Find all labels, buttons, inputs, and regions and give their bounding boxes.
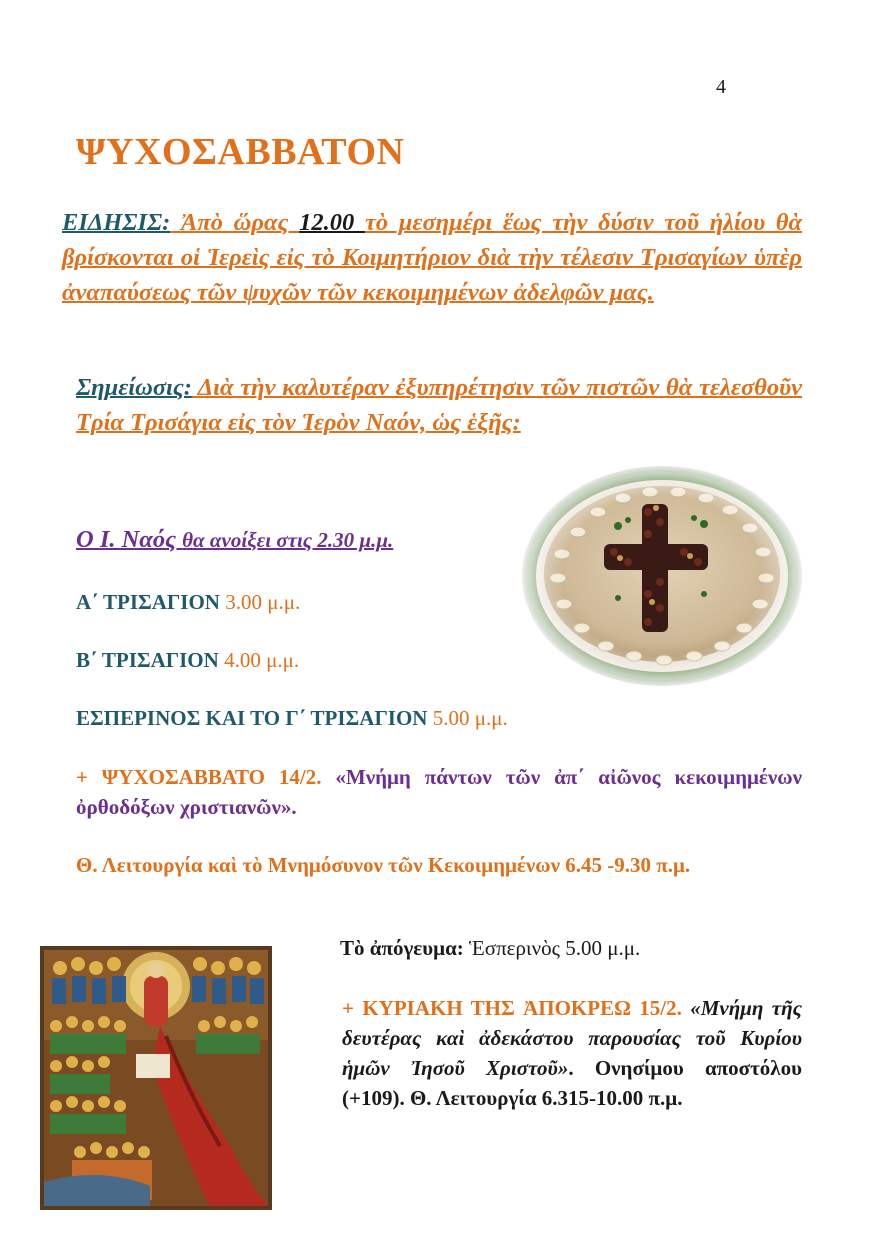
last-judgment-icon-image (40, 946, 272, 1210)
notice-text-a: Ἀπὸ ὥρας (170, 209, 300, 236)
schedule-item (76, 590, 300, 615)
page-title: ΨΥΧΟΣΑΒΒΑΤΟΝ (76, 131, 405, 173)
church-opening (76, 526, 393, 554)
note-label: Σημείωσις: (76, 374, 192, 401)
schedule-time: 4.00 μ.μ. (218, 648, 300, 672)
schedule-item (76, 706, 508, 731)
afternoon-line (340, 936, 640, 961)
liturgy-paragraph: Θ. Λειτουργία καὶ τὸ Μνημόσυνον τῶν Κεκοιμημένων 6.45 -9.30 π.μ. (76, 853, 691, 877)
schedule-name: Β΄ ΤΡΙΣΑΓΙΟΝ (76, 648, 219, 672)
schedule-time: 3.00 μ.μ. (219, 590, 301, 614)
notice-paragraph (62, 205, 802, 310)
afternoon-label: Τὸ ἀπόγευμα: (340, 936, 464, 960)
page-number: 4 (716, 76, 726, 98)
sunday-paragraph (342, 993, 802, 1113)
psychosabbato-text: «Μνήμη πάντων τῶν ἀπ΄ αἰῶνος κεκοιμημένων ὀρθοδόξων χριστιανῶν». (76, 765, 802, 819)
note-text: Διὰ τὴν καλυτέραν ἐξυπηρέτησιν τῶν πιστῶν θὰ τελεσθοῦν Τρία Τρισάγια εἰς τὸν Ἱερὸν Ναόν, ὡς ἑξῆς: (76, 374, 802, 436)
kollyva-cross-image (518, 462, 806, 690)
psychosabbato-heading: + ΨΥΧΟΣΑΒΒΑΤΟ 14/2. (76, 765, 322, 789)
notice-time: 12.00 (299, 209, 365, 236)
sunday-quote: «Μνήμη τῆς δευτέρας καὶ ἀδεκάστου παρουσίας τοῦ Κυρίου ἡμῶν Ἰησοῦ Χριστοῦ» (342, 996, 802, 1080)
sunday-rest: . Ονησίμου αποστόλου (+109). Θ. Λειτουργία 6.315-10.00 π.μ. (342, 1056, 802, 1110)
schedule-item (76, 648, 299, 673)
opening-part-a: Ο Ι. Ναός (76, 526, 183, 553)
psychosabbato-paragraph (76, 762, 802, 822)
schedule-time: 5.00 μ.μ. (427, 706, 508, 730)
schedule-name: Α΄ ΤΡΙΣΑΓΙΟΝ (76, 590, 220, 614)
note-paragraph (76, 370, 802, 440)
notice-label: ΕΙΔΗΣΙΣ: (62, 209, 171, 236)
notice-text-b: τὸ μεσημέρι ἕως τὴν δύσιν τοῦ ἡλίου θὰ βρίσκονται οἱ Ἱερεὶς εἰς τὸ Κοιμητήριον διὰ τὴν τέλεσιν Τρισαγίων ὑπὲρ ἀναπαύσεως τῶν ψυχῶν τῶν κεκοιμημένων ἀδελφῶν μας. (62, 209, 803, 306)
opening-part-b: θα ανοίξει στις 2.30 μ.μ. (182, 528, 394, 552)
schedule-name: ΕΣΠΕΡΙΝΟΣ ΚΑΙ ΤΟ Γ΄ ΤΡΙΣΑΓΙΟΝ (76, 706, 428, 730)
afternoon-text: Ἑσπερινὸς 5.00 μ.μ. (463, 936, 641, 960)
sunday-heading: + ΚΥΡΙΑΚΗ ΤΗΣ ἈΠΟΚΡΕΩ 15/2. (342, 996, 682, 1020)
